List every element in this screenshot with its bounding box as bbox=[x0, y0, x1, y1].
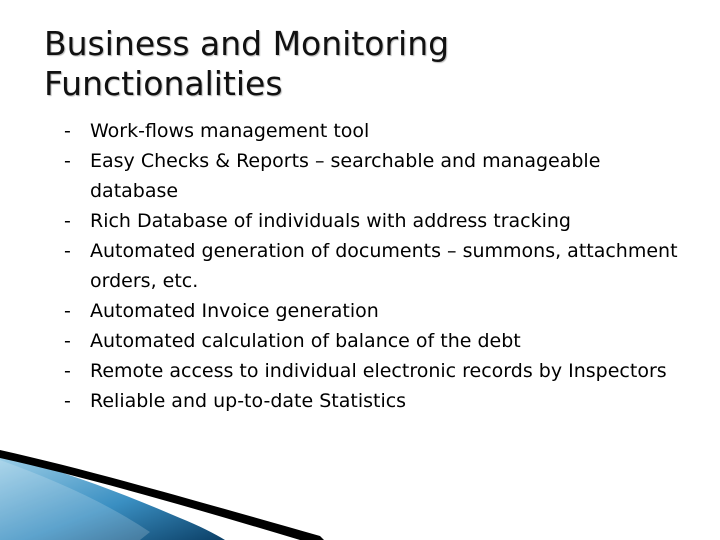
bullet-text: Automated Invoice generation bbox=[90, 300, 379, 322]
bullet-text: Remote access to individual electronic records by Inspectors bbox=[90, 360, 667, 382]
bullet-text: Automated generation of documents – summons, attachment orders, etc. bbox=[90, 240, 678, 292]
bullet-marker: - bbox=[64, 210, 71, 232]
bullet-item bbox=[64, 326, 684, 356]
bullet-list bbox=[64, 116, 684, 416]
bullet-marker: - bbox=[64, 330, 71, 352]
bullet-text: Rich Database of individuals with address tracking bbox=[90, 210, 571, 232]
slide-title-line-1: Business and Monitoring bbox=[44, 24, 450, 63]
bullet-text: Work-flows management tool bbox=[90, 120, 370, 142]
bullet-item bbox=[64, 236, 684, 296]
slide-title bbox=[44, 24, 684, 104]
bullet-item bbox=[64, 356, 684, 386]
bullet-marker: - bbox=[64, 300, 71, 322]
bullet-item bbox=[64, 116, 684, 146]
bullet-item bbox=[64, 296, 684, 326]
bullet-item bbox=[64, 146, 684, 206]
bullet-marker: - bbox=[64, 360, 71, 382]
bullet-marker: - bbox=[64, 120, 71, 142]
bullet-text: Easy Checks & Reports – searchable and manageable database bbox=[90, 150, 601, 202]
decorative-swoosh-graphic bbox=[0, 440, 400, 540]
slide-title-line-2: Functionalities bbox=[44, 64, 283, 103]
bullet-marker: - bbox=[64, 150, 71, 172]
bullet-marker: - bbox=[64, 240, 71, 262]
bullet-text: Automated calculation of balance of the debt bbox=[90, 330, 521, 352]
bullet-item bbox=[64, 206, 684, 236]
bullet-item bbox=[64, 386, 684, 416]
bullet-text: Reliable and up-to-date Statistics bbox=[90, 390, 407, 412]
bullet-marker: - bbox=[64, 390, 71, 412]
